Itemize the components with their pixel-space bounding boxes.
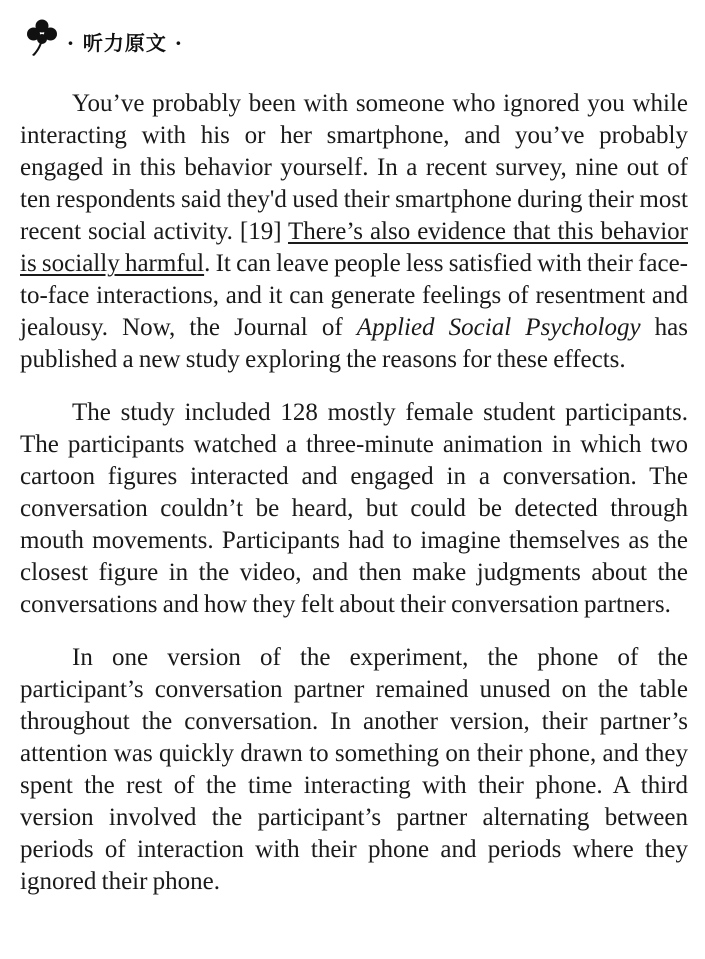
section-header: [25, 14, 183, 60]
clover-icon: [25, 17, 59, 57]
transcript-body: [20, 88, 688, 919]
paragraph-1-text-c: has published a new study exploring the reasons for these effects.: [20, 314, 689, 373]
journal-title: Applied Social Psychology: [356, 314, 641, 341]
section-title: · 听力原文 ·: [67, 30, 183, 55]
paragraph-3: In one version of the experiment, the phone of the participant’s conversation partner remained unused on the table throughout the conversation. In another version, their partner’s attention was quickly drawn to something on their phone, and they spent the rest of the time interacting with their phone. A third version involved the participant’s partner alternating between periods of interaction with their phone and periods where they ignored their phone.: [20, 644, 688, 895]
underlined-answer-sentence: There’s also evidence that this behavior is socially harmful: [20, 218, 688, 277]
paragraph-1-text-a: You’ve probably been with someone who ignored you while interacting with his or her smartphone, and you’ve probably engaged in this behavior yourself. In a recent survey, nine out of ten respondents said they'd used their smartphone during their most recent social activity. [19]: [20, 90, 688, 245]
paragraph-1-text-b: . It can leave people less satisfied with their face-to-face interactions, and it can generate feelings of resentment and jealousy. Now, the Journal of: [20, 250, 688, 341]
paragraph-2: The study included 128 mostly female student participants. The participants watched a three-minute animation in which two cartoon figures interacted and engaged in a conversation. The conversation couldn’t be heard, but could be detected through mouth movements. Participants had to imagine themselves as the closest figure in the video, and then make judgments about the conversations and how they felt about their conversation partners.: [20, 399, 688, 618]
paragraph-1: [20, 88, 688, 376]
